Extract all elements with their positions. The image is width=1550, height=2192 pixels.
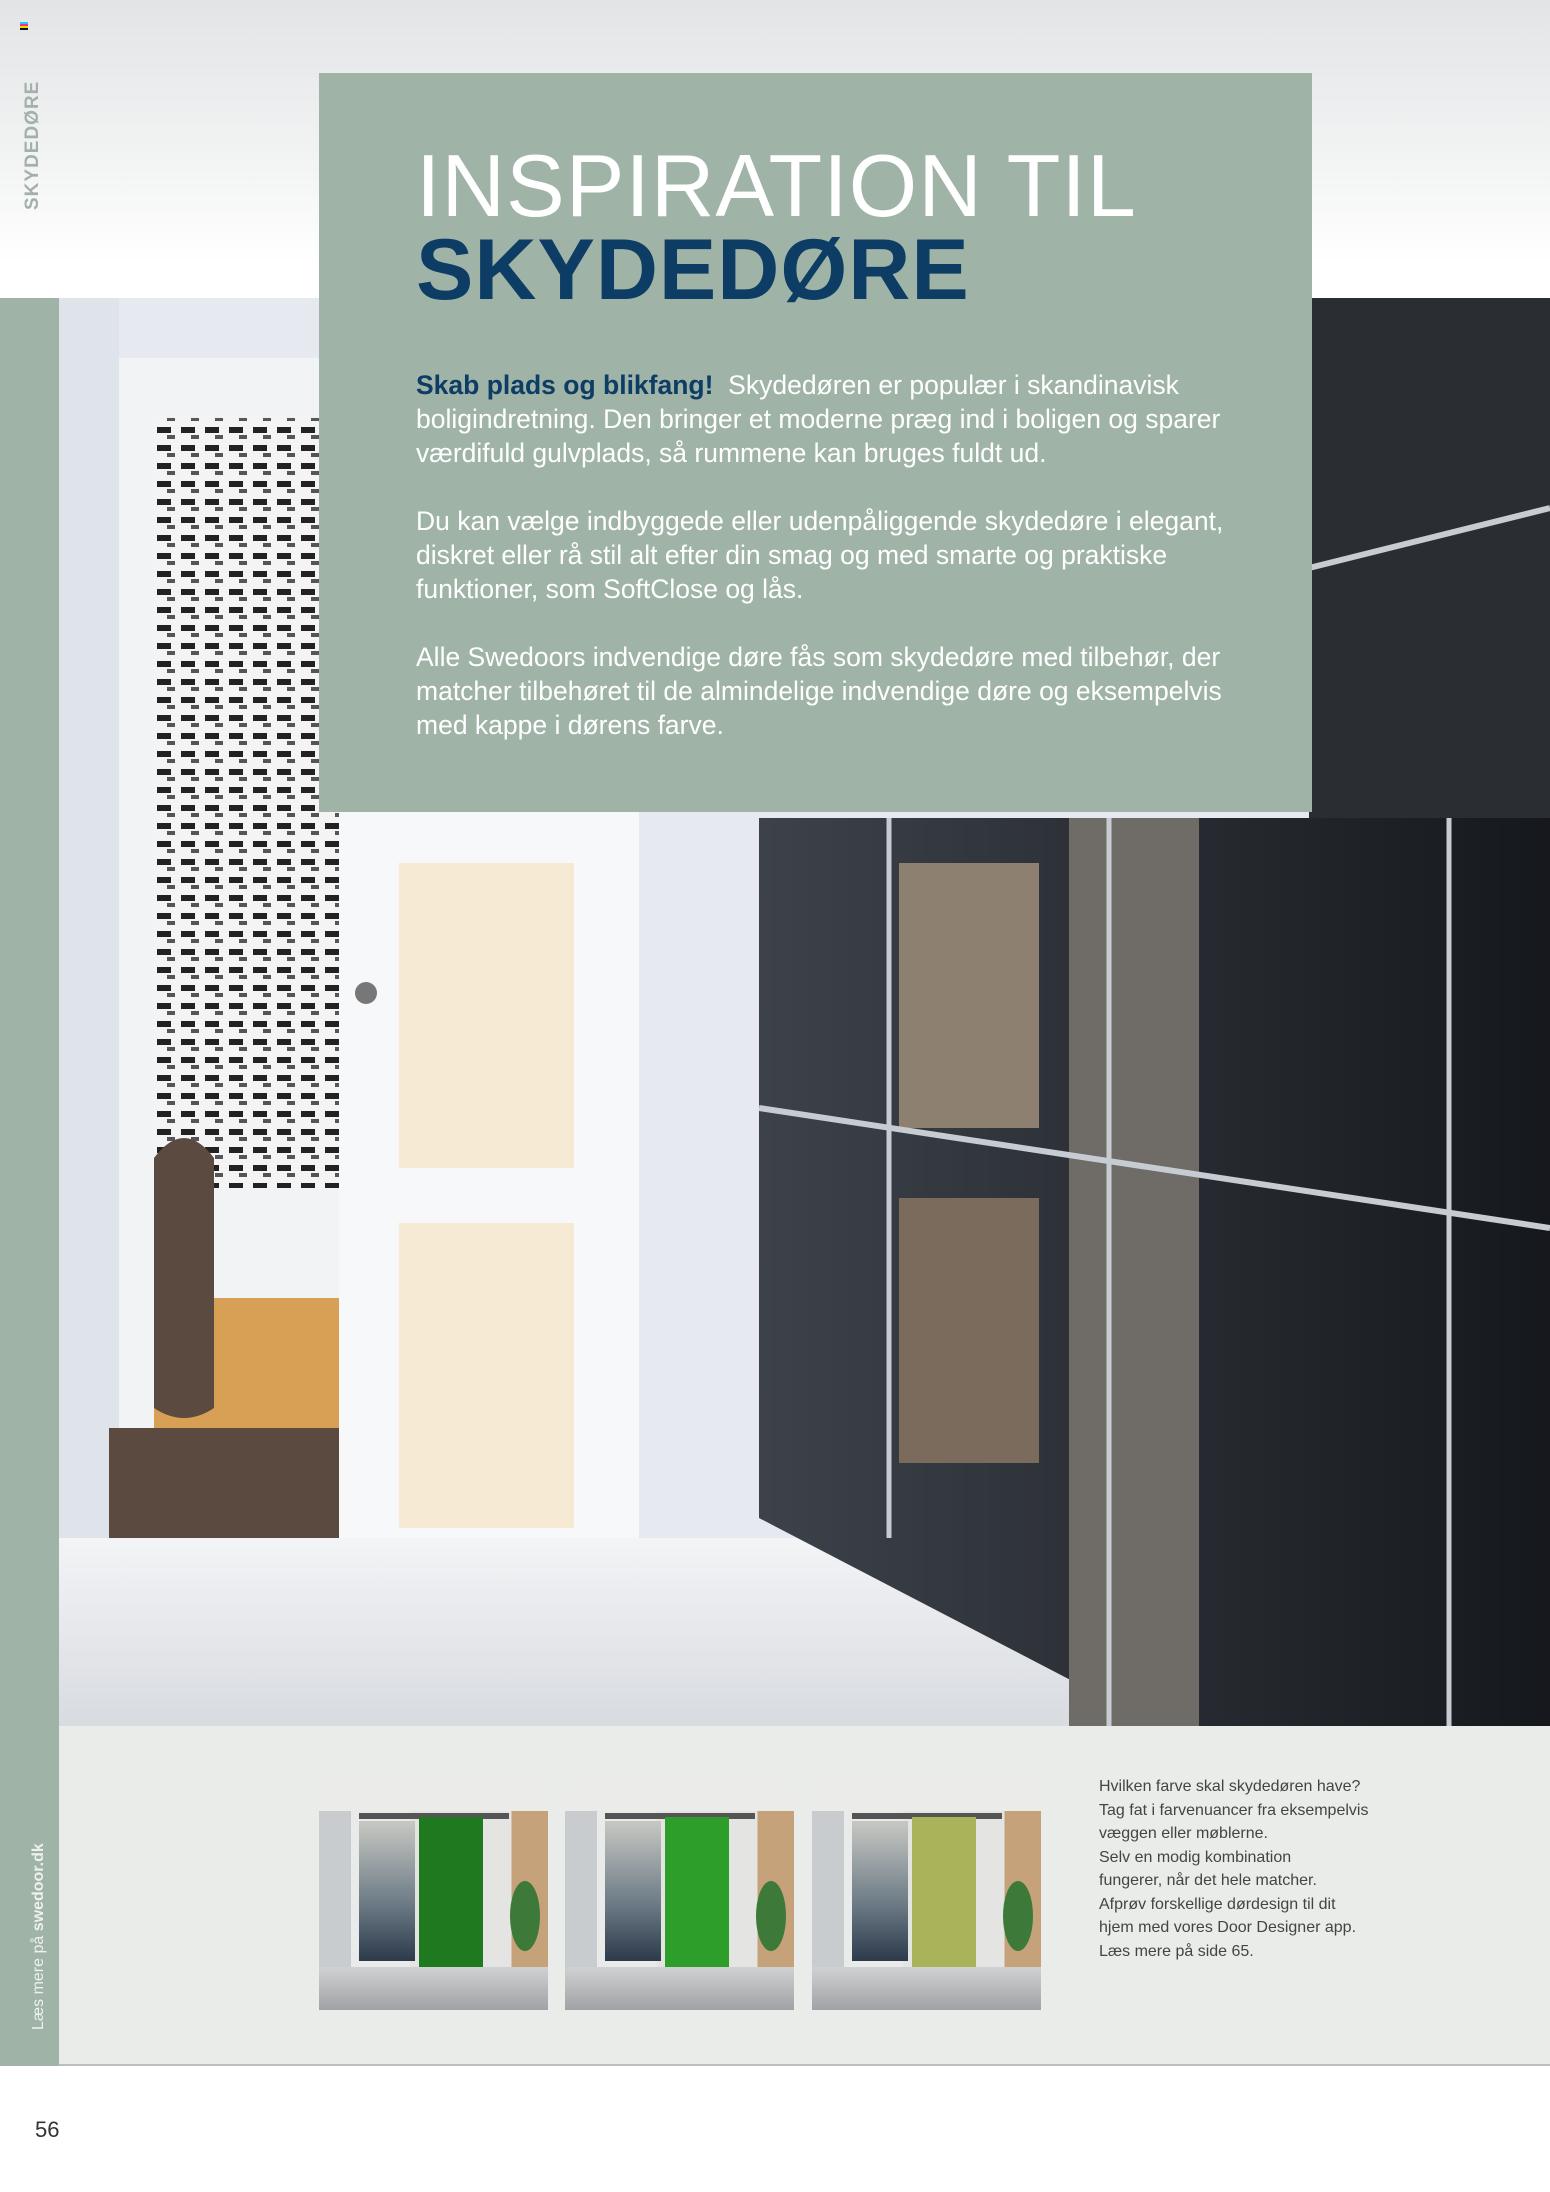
page-number: 56: [35, 2117, 60, 2142]
website-url[interactable]: swedoor.dk: [30, 1843, 47, 1932]
section-label: SKYDEDØRE: [22, 80, 43, 210]
door-bright-green: [665, 1817, 729, 1967]
website-link[interactable]: [30, 1843, 48, 2030]
print-registration-mark: [20, 22, 28, 30]
door-color-thumbnail: [565, 1781, 794, 2010]
intro-paragraph-1: [416, 368, 1266, 470]
intro-paragraph-3: Alle Swedoors indvendige døre fås som skydedøre med tilbehør, der matcher tilbehøret til de almindelige indvendige døre og eksempelvis med kappe i dørens farve.: [416, 642, 1222, 740]
door-color-thumbnail: [319, 1781, 548, 2010]
intro-lead: Skab plads og blikfang!: [416, 370, 714, 400]
door-color-thumbnail: [812, 1781, 1041, 2010]
door-dark-green: [419, 1817, 483, 1967]
intro-paragraph-1-text: Skydedøren er populær i skandinavisk boligindretning. Den bringer et moderne præg ind i boligen og sparer værdifuld gulvplads, så rummene kan bruges fuldt ud.: [416, 370, 1221, 468]
title-line-1: INSPIRATION TIL: [416, 136, 1137, 235]
sidebar-strip: [0, 298, 59, 2066]
thumbnail-caption: Hvilken farve skal skydedøren have? Tag fat i farvenuancer fra eksempelvis væggen eller møblerne. Selv en modig kombination fungerer, når det hele matcher. Afprøv forskellige dørdesign til dit hjem med vores Door Designer app. Læs mere på side 65.: [1099, 1778, 1369, 1960]
website-prefix: Læs mere på: [30, 1935, 47, 2030]
title-line-2: SKYDEDØRE: [416, 222, 970, 318]
intro-paragraph-2: Du kan vælge indbyggede eller udenpåliggende skydedøre i elegant, diskret eller rå stil alt efter din smag og med smarte og praktiske funktioner, som SoftClose og lås.: [416, 506, 1224, 604]
intro-text: [416, 368, 1266, 776]
door-olive-green: [912, 1817, 976, 1967]
intro-panel: [319, 73, 1312, 812]
